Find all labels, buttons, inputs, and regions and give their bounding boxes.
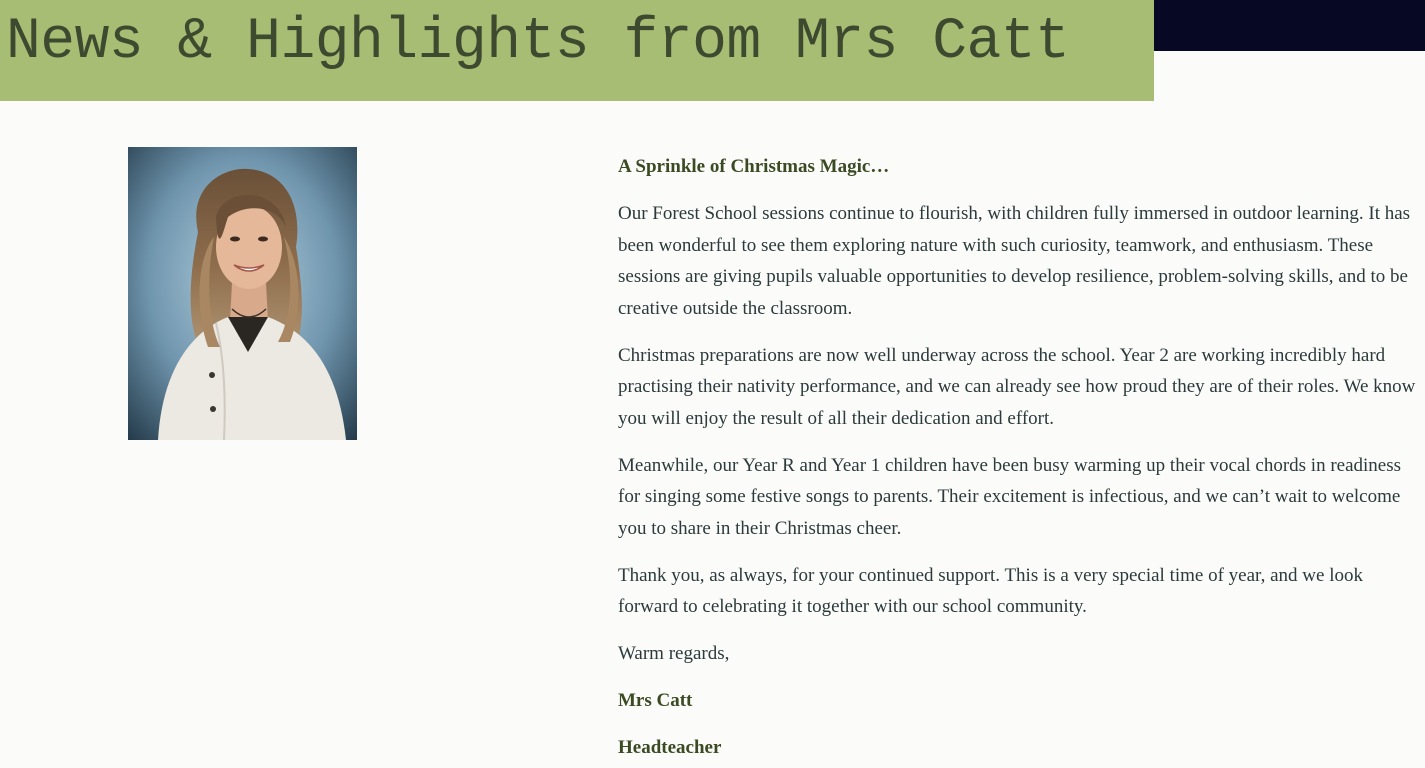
signature-name: Mrs Catt <box>618 690 693 711</box>
article-paragraph-christmas-preparations: Christmas preparations are now well underway across the school. Year 2 are working incredibly hard practising their nativity performance, and we can already see how proud they are of their roles. We know you will enjoy the result of all their dedication and effort. <box>618 344 1416 429</box>
header-dark-strip <box>1154 0 1425 51</box>
portrait-photo-icon <box>128 147 357 440</box>
article-paragraph-thanks: Thank you, as always, for your continued support. This is a very special time of year, and we look forward to celebrating it together with our school community. <box>618 564 1363 617</box>
page-title: News & Highlights from Mrs Catt <box>6 10 1070 75</box>
signature-role: Headteacher <box>618 737 722 758</box>
article-heading: A Sprinkle of Christmas Magic… <box>618 156 890 177</box>
title-banner <box>0 0 1154 101</box>
article-paragraph-forest-school: Our Forest School sessions continue to flourish, with children fully immersed in outdoor learning. It has been wonderful to see them exploring nature with such curiosity, teamwork, and enthusiasm. These sessions are giving pupils valuable opportunities to develop resilience, problem-solving skills, and to be creative outside the classroom. <box>618 203 1411 319</box>
article-paragraph-singing: Meanwhile, our Year R and Year 1 children have been busy warming up their vocal chords in readiness for singing some festive songs to parents. Their excitement is infectious, and we can’t wait to welcome you to share in their Christmas cheer. <box>618 454 1402 539</box>
article <box>618 151 1418 768</box>
article-closing: Warm regards, <box>618 643 730 664</box>
headteacher-portrait <box>128 147 357 440</box>
